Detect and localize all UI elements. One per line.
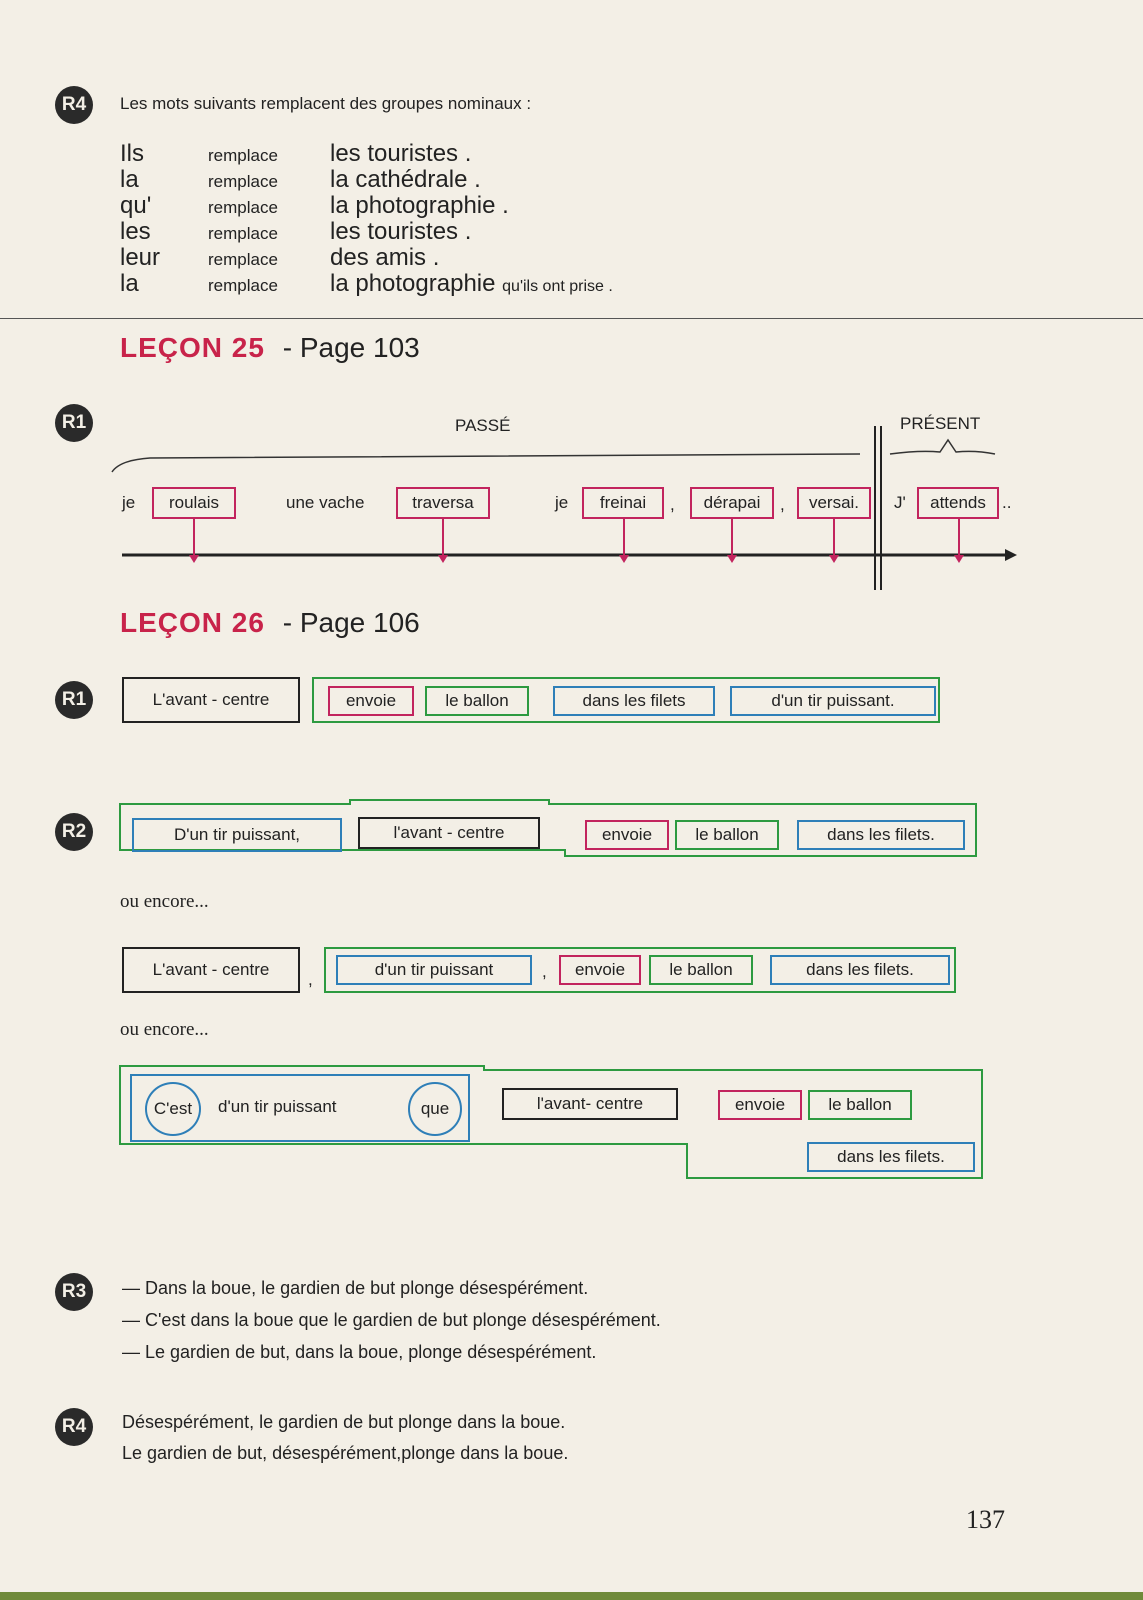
target: les touristes . bbox=[330, 218, 472, 245]
r1-verb-box: envoie bbox=[328, 686, 414, 716]
verb: remplace bbox=[208, 198, 278, 217]
arrow-traversa-head bbox=[438, 555, 448, 563]
verb-versai: versai. bbox=[797, 487, 871, 519]
replace-row bbox=[120, 244, 439, 272]
arrow-derapai bbox=[731, 519, 733, 557]
arrow-attends bbox=[958, 519, 960, 557]
r2-object-box: le ballon bbox=[675, 820, 779, 850]
pronoun: la bbox=[120, 166, 139, 193]
arrow-freinai-head bbox=[619, 555, 629, 563]
badge-r4-lecon26: R4 bbox=[55, 1408, 93, 1446]
r1-manner-box: d'un tir puissant. bbox=[730, 686, 936, 716]
present-label: PRÉSENT bbox=[900, 414, 981, 433]
word-j: J' bbox=[894, 493, 906, 512]
badge-r1-lecon25: R1 bbox=[55, 404, 93, 442]
v2-object-box: le ballon bbox=[649, 955, 753, 985]
target-tail: qu'ils ont prise . bbox=[502, 278, 613, 295]
page-number: 137 bbox=[966, 1505, 1005, 1534]
replace-row bbox=[120, 218, 471, 246]
v3-object-box: le ballon bbox=[808, 1090, 912, 1120]
target: la photographie bbox=[330, 270, 496, 297]
v3-cest-circle: C'est bbox=[145, 1082, 201, 1136]
arrow-versai bbox=[833, 519, 835, 557]
timeline-arrowhead bbox=[1005, 549, 1017, 561]
target: les touristes . bbox=[330, 140, 472, 167]
verb-traversa: traversa bbox=[396, 487, 490, 519]
v2-manner-box: d'un tir puissant bbox=[336, 955, 532, 985]
r3-line-3: — Le gardien de but, dans la boue, plonge désespérément. bbox=[122, 1342, 597, 1362]
lecon25-title bbox=[120, 332, 420, 364]
passe-label: PASSÉ bbox=[455, 416, 511, 435]
r1-place-box: dans les filets bbox=[553, 686, 715, 716]
r4-intro: Les mots suivants remplacent des groupes nominaux : bbox=[120, 94, 532, 113]
verb-derapai: dérapai bbox=[690, 487, 774, 519]
verb: remplace bbox=[208, 250, 278, 269]
verb: remplace bbox=[208, 276, 278, 295]
v2-comma-2: , bbox=[542, 962, 547, 981]
badge-r4-top: R4 bbox=[55, 86, 93, 124]
r2-place-box: dans les filets. bbox=[797, 820, 965, 850]
pronoun: Ils bbox=[120, 140, 144, 167]
pronoun: qu' bbox=[120, 192, 152, 219]
v2-place-box: dans les filets. bbox=[770, 955, 950, 985]
pronoun: la bbox=[120, 270, 139, 297]
comma-2: , bbox=[780, 495, 785, 514]
r1-subject-box: L'avant - centre bbox=[122, 677, 300, 723]
verb: remplace bbox=[208, 172, 278, 191]
lecon26-title bbox=[120, 607, 420, 639]
target: des amis . bbox=[330, 244, 440, 271]
bottom-edge bbox=[0, 1592, 1143, 1600]
target: la cathédrale . bbox=[330, 166, 481, 193]
replace-row bbox=[120, 270, 613, 298]
replace-row bbox=[120, 140, 471, 168]
v3-subject-box: l'avant- centre bbox=[502, 1088, 678, 1120]
pronoun: leur bbox=[120, 244, 161, 271]
r1-object-box: le ballon bbox=[425, 686, 529, 716]
arrow-roulais-head bbox=[189, 555, 199, 563]
r3-line-2: — C'est dans la boue que le gardien de but plonge désespérément. bbox=[122, 1310, 661, 1330]
lecon25-label: LEÇON 25 bbox=[120, 332, 265, 363]
v2-verb-box: envoie bbox=[559, 955, 641, 985]
word-je-2: je bbox=[555, 493, 569, 512]
v3-manner: d'un tir puissant bbox=[218, 1097, 337, 1116]
lecon26-page: - Page 106 bbox=[282, 607, 420, 638]
present-brace bbox=[890, 440, 995, 454]
v2-comma-1: , bbox=[308, 970, 313, 989]
ou-encore-2: ou encore... bbox=[120, 1019, 209, 1040]
r2-subject-box: l'avant - centre bbox=[358, 817, 540, 849]
badge-r2-lecon26: R2 bbox=[55, 813, 93, 851]
word-une-vache: une vache bbox=[286, 493, 365, 512]
r4-line-1: Désespérément, le gardien de but plonge dans la boue. bbox=[122, 1412, 566, 1432]
v3-que-circle: que bbox=[408, 1082, 462, 1136]
r4-line-2: Le gardien de but, désespérément,plonge dans la boue. bbox=[122, 1443, 569, 1463]
badge-r3-lecon26: R3 bbox=[55, 1273, 93, 1311]
r2-manner-box: D'un tir puissant, bbox=[132, 818, 342, 852]
arrow-versai-head bbox=[829, 555, 839, 563]
arrow-derapai-head bbox=[727, 555, 737, 563]
trailing-dots: .. bbox=[1002, 493, 1012, 512]
verb-freinai: freinai bbox=[582, 487, 664, 519]
r2-verb-box: envoie bbox=[585, 820, 669, 850]
passe-brace bbox=[112, 454, 860, 472]
arrow-freinai bbox=[623, 519, 625, 557]
lecon25-page: - Page 103 bbox=[282, 332, 420, 363]
arrow-attends-head bbox=[954, 555, 964, 563]
target: la photographie . bbox=[330, 192, 509, 219]
ou-encore-1: ou encore... bbox=[120, 891, 209, 912]
v3-place-box: dans les filets. bbox=[807, 1142, 975, 1172]
verb-attends: attends bbox=[917, 487, 999, 519]
r3-line-1: — Dans la boue, le gardien de but plonge désespérément. bbox=[122, 1278, 589, 1298]
comma-1: , bbox=[670, 495, 675, 514]
verb-roulais: roulais bbox=[152, 487, 236, 519]
section-divider bbox=[0, 318, 1143, 319]
arrow-traversa bbox=[442, 519, 444, 557]
pronoun: les bbox=[120, 218, 151, 245]
word-je-1: je bbox=[122, 493, 136, 512]
badge-r1-lecon26: R1 bbox=[55, 681, 93, 719]
lecon26-label: LEÇON 26 bbox=[120, 607, 265, 638]
verb: remplace bbox=[208, 146, 278, 165]
arrow-roulais bbox=[193, 519, 195, 557]
verb: remplace bbox=[208, 224, 278, 243]
replace-row bbox=[120, 192, 509, 220]
v3-verb-box: envoie bbox=[718, 1090, 802, 1120]
v2-subject-box: L'avant - centre bbox=[122, 947, 300, 993]
replace-row bbox=[120, 166, 481, 194]
